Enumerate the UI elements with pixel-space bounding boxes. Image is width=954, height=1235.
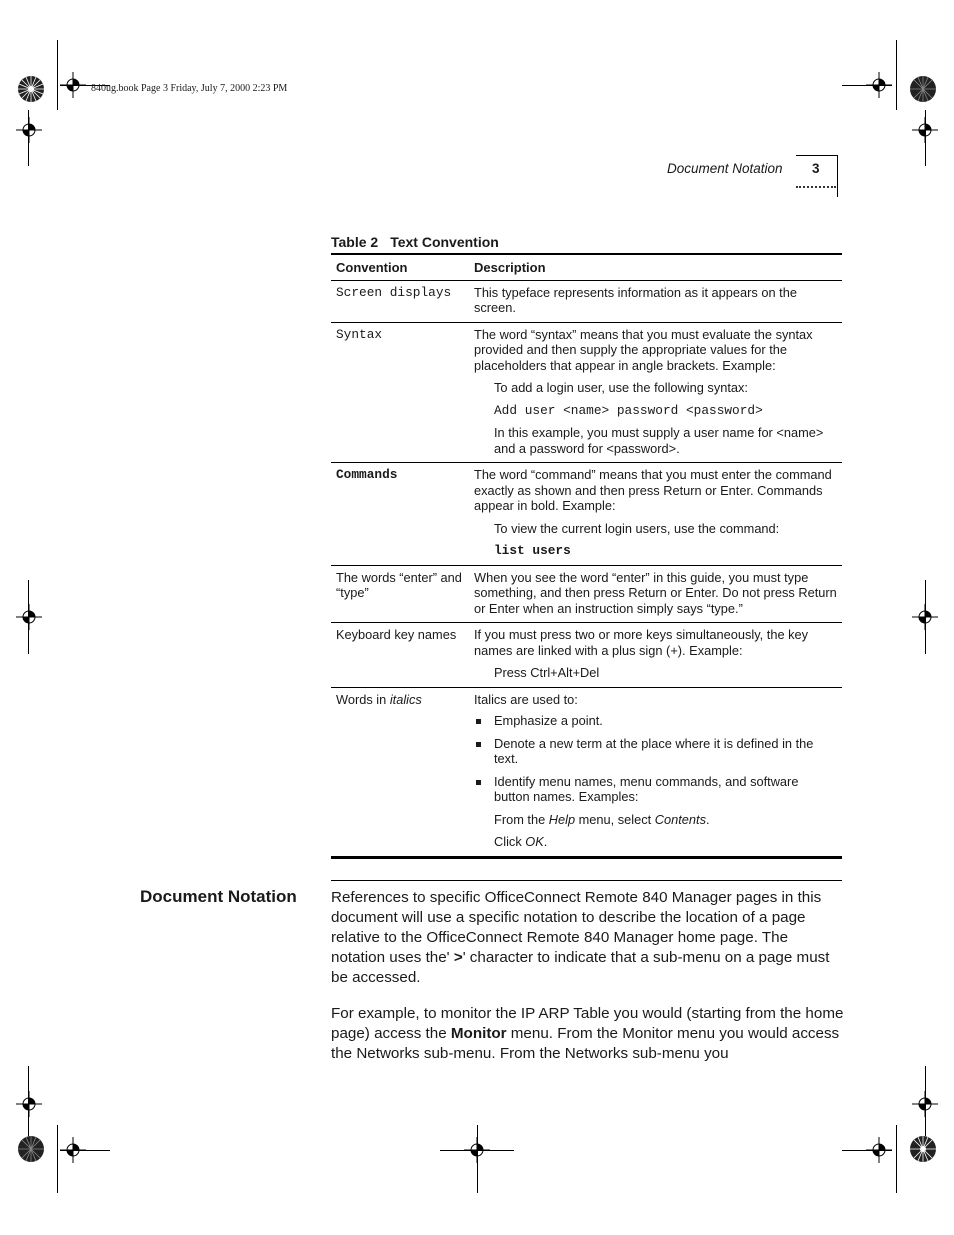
paragraph-bold: Monitor (450, 1025, 507, 1042)
table-caption-number: Table 2 (331, 234, 379, 250)
convention-cell: Syntax (331, 322, 469, 463)
description-text: The word “syntax” means that you must evaluate the syntax provided and then supply the appropriate values for the placeholders that appear in angle brackets. Example: (474, 326, 813, 373)
example-text-part: From the (494, 811, 549, 827)
bullet-list (474, 713, 837, 805)
description-text: The word “command” means that you must enter the command exactly as shown and then press Return or Enter. Commands appear in bold. Example: (474, 467, 832, 513)
example-text-part: . (543, 834, 548, 849)
convention-cell: Keyboard key names (331, 623, 469, 688)
section-body (331, 888, 846, 1080)
example-text: Press Ctrl+Alt+Del (494, 665, 600, 680)
section-rule (331, 880, 842, 881)
table-row (331, 280, 842, 322)
description-cell: When you see the word “enter” in this guide, you must type something, and then press Return or Enter. Do not press Return or Enter when an instruction simply says “type.” (469, 565, 842, 623)
example-text (474, 834, 837, 850)
example-code: list users (494, 543, 571, 558)
convention-cell (331, 687, 469, 857)
crosshair-icon (16, 117, 42, 143)
page-tab-rule (837, 155, 838, 197)
page-tab-rule (796, 155, 838, 156)
convention-italic: italics (389, 691, 422, 707)
registration-starburst-icon (909, 1135, 937, 1163)
example-italic: Contents (654, 811, 706, 827)
crop-line (842, 85, 892, 86)
crop-line (28, 1066, 29, 1136)
table-row (331, 623, 842, 688)
table-row (331, 463, 842, 566)
crosshair-icon (16, 604, 42, 630)
convention-cell: Commands (331, 463, 469, 566)
file-info-slug: 840ug.book Page 3 Friday, July 7, 2000 2:23 PM (91, 83, 288, 94)
paragraph (331, 888, 846, 988)
page-tab-dots (796, 186, 836, 188)
list-item: Identify menu names, menu commands, and software button names. Examples: (474, 774, 837, 805)
example-italic: OK (525, 834, 544, 849)
paragraph-text: menu. From the Monitor menu you would access the Networks sub-menu. From the Networks sub-menu you (331, 1025, 840, 1062)
section-heading: Document Notation (140, 887, 297, 906)
crop-line (925, 580, 926, 654)
table-caption-title: Text Convention (390, 234, 499, 250)
paragraph-text: References to specific OfficeConnect Remote 840 Manager pages in this document will use a specific notation to describe the location of a page relative to the OfficeConnect Remote 840 Manager home page. The notation uses the' (331, 889, 822, 966)
running-head: Document Notation (667, 161, 783, 176)
paragraph-text: For example, to monitor the IP ARP Table you would (starting from the home page) access the (331, 1005, 844, 1042)
crop-line (925, 1066, 926, 1136)
crop-line (896, 1125, 897, 1193)
description-text: If you must press two or more keys simultaneously, the key names are linked with a plus sign (+). Example: (474, 627, 809, 658)
crop-line (57, 1125, 58, 1193)
table-row (331, 565, 842, 623)
description-cell (469, 687, 842, 857)
text-convention-table (331, 253, 842, 859)
description-text: Italics are used to: (474, 691, 578, 707)
list-item: Emphasize a point. (474, 713, 837, 729)
table-header-row (331, 254, 842, 280)
convention-cell: Screen displays (331, 280, 469, 322)
column-header-convention: Convention (331, 254, 469, 280)
description-cell: This typeface represents information as it appears on the screen. (469, 280, 842, 322)
description-cell (469, 322, 842, 463)
table-row (331, 687, 842, 857)
crop-line (60, 1150, 110, 1151)
example-code: Add user <name> password <password> (494, 402, 763, 418)
description-cell (469, 623, 842, 688)
paragraph (331, 1004, 846, 1064)
convention-cell: The words “enter” and “type” (331, 565, 469, 623)
example-intro: To view the current login users, use the command: (494, 520, 780, 536)
example-note: In this example, you must supply a user name for <name> and a password for <password>. (494, 425, 824, 456)
example-text (474, 812, 837, 828)
paragraph-bold: > (453, 949, 463, 966)
example-text-part: Click (494, 834, 526, 849)
column-header-description: Description (469, 254, 842, 280)
crop-line (28, 110, 29, 166)
crop-line (477, 1125, 478, 1193)
list-item: Denote a new term at the place where it is defined in the text. (474, 736, 837, 767)
description-cell (469, 463, 842, 566)
crop-line (57, 40, 58, 110)
crop-line (896, 40, 897, 110)
example-italic: Help (548, 811, 576, 827)
crop-line (925, 110, 926, 166)
page-number: 3 (812, 161, 820, 176)
table-caption (331, 234, 511, 250)
registration-starburst-icon (17, 1135, 45, 1163)
registration-starburst-icon (909, 75, 937, 103)
example-text-part: . (706, 811, 710, 827)
crosshair-icon (16, 1091, 42, 1117)
example-text-part: menu, select (575, 811, 655, 827)
paragraph-text: ' character to indicate that a sub-menu on a page must be accessed. (331, 949, 830, 986)
crop-line (842, 1150, 892, 1151)
convention-prefix: Words in (336, 691, 390, 707)
crop-line (28, 580, 29, 654)
example-intro: To add a login user, use the following syntax: (494, 380, 748, 395)
table-row (331, 322, 842, 463)
registration-starburst-icon (17, 75, 45, 103)
